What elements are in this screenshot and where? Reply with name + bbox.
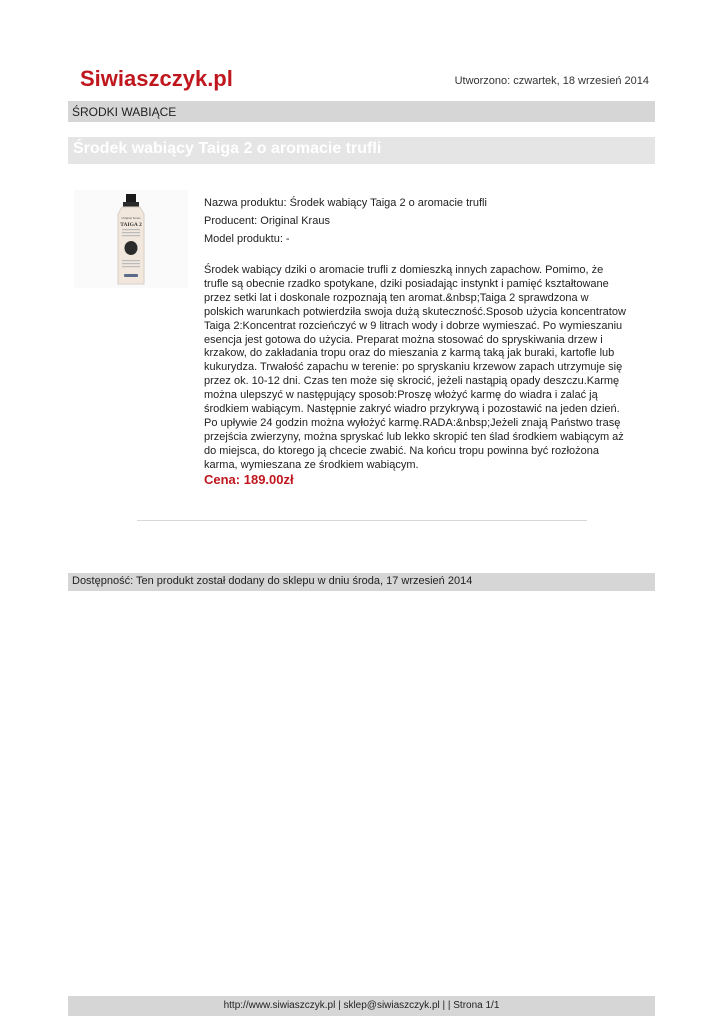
category-label: ŚRODKI WABIĄCE xyxy=(72,105,177,119)
model-line: Model produktu: - xyxy=(204,233,290,245)
image-brand-text: Original Kraus xyxy=(121,216,141,220)
divider xyxy=(137,520,587,521)
availability-bar xyxy=(68,573,655,591)
site-title: Siwiaszczyk.pl xyxy=(80,66,233,91)
image-product-text: TAIGA 2 xyxy=(120,222,142,228)
product-image xyxy=(74,190,188,288)
product-name-line: Nazwa produktu: Środek wabiący Taiga 2 o aromacie trufli xyxy=(204,197,487,209)
product-price: Cena: 189.00zł xyxy=(204,472,294,487)
product-title-bar xyxy=(68,137,655,164)
product-description: Środek wabiący dziki o aromacie trufli z domieszką innych zapachow. Pomimo, że trufle są obecnie rzadko spotykane, dziki posiadając instynkt i pamięć kształtowane przez setki lat i doskonale rozpoznają ten aromat.&nbsp;Taiga 2 sprawdzona w polskich warunkach potwierdziła swoja dużą skuteczność.Sposob użycia koncentratow Taiga 2:Koncentrat rozcieńczyć w 9 litrach wody i dobrze wymieszać. Po wymieszaniu esencja jest gotowa do użycia. Preparat można stosować do spryskiwania drzew i krzakow, do zakładania tropu oraz do mieszania z karmą taką jak buraki, kartofle lub kukurydza. Trwałość zapachu w terenie: po spryskaniu krzewow zapach utrzymuje się przez ok. 10-12 dni. Czas ten może się skrocić, jeżeli nastąpią opady deszczu.Karmę można ulepszyć w następujący sposob:Proszę włożyć karmę do wiadra i zalać ją środkiem wabiącym. Następnie zakryć wiadro przykrywą i pozostawić na jeden dzień. Po upływie 24 godzin można wyłożyć karmę.RADA:&nbsp;Jeżeli znają Państwo trasę przejścia zwierzyny, można spryskać lub lekko skropić ten ślad środkiem wabiącym aż do miejsca, do ktorego ją chcecie zwabić. Na końcu tropu powinna być rozłożona karma, wymieszana ze środkiem wabiącym. xyxy=(204,264,626,471)
product-title: Środek wabiący Taiga 2 o aromacie trufli xyxy=(73,140,382,157)
footer-text: http://www.siwiaszczyk.pl | sklep@siwiaszczyk.pl | | Strona 1/1 xyxy=(223,1000,500,1011)
category-bar xyxy=(68,101,655,122)
producer-line: Producent: Original Kraus xyxy=(204,215,330,227)
created-date: Utworzono: czwartek, 18 wrzesień 2014 xyxy=(454,75,649,87)
footer-bar xyxy=(68,996,655,1016)
availability-text: Dostępność: Ten produkt został dodany do sklepu w dniu środa, 17 wrzesień 2014 xyxy=(72,575,473,587)
